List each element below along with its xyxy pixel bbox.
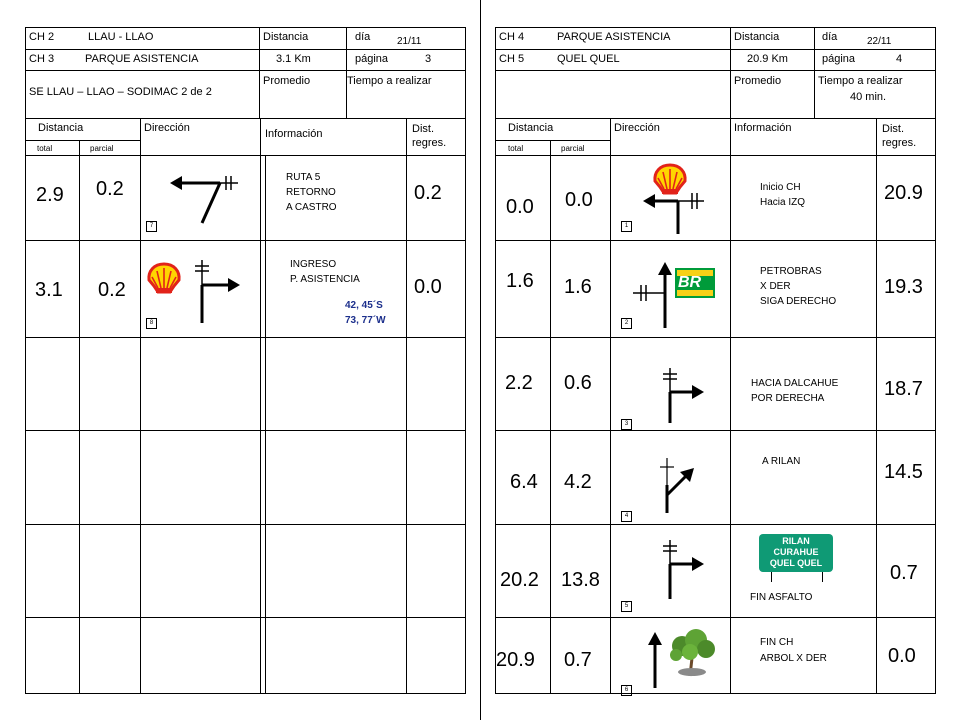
- right-row2-parcial: 1.6: [564, 276, 592, 298]
- left-row1-parcial: 0.2: [96, 178, 124, 200]
- left-distancia-value: 3.1 Km: [276, 53, 311, 65]
- right-row3-regres: 18.7: [884, 378, 923, 400]
- left-distancia-label: Distancia: [263, 31, 309, 43]
- road-sign-rilan: [759, 534, 833, 572]
- left-ch-row1-label: CH 2: [29, 31, 55, 43]
- right-row3-info-1: HACIA DALCAHUE: [751, 378, 839, 389]
- right-col-direccion: Dirección: [614, 122, 660, 134]
- right-col-distancia: Distancia: [508, 122, 554, 134]
- left-row2-number: 8: [146, 318, 157, 329]
- shell-logo-icon: [146, 262, 182, 294]
- left-row2-coords-lat: 42, 45´S: [345, 300, 383, 311]
- right-col-total: total: [508, 144, 524, 153]
- left-row2-info-2: P. ASISTENCIA: [290, 274, 360, 285]
- right-dia-label: día: [822, 31, 838, 43]
- right-row6-number: 6: [621, 685, 632, 696]
- left-pagina-label: página: [355, 53, 389, 65]
- road-sign-post-right: [822, 572, 823, 582]
- road-sign-line-1: RILAN: [782, 536, 810, 546]
- right-row2-info-3: SIGA DERECHO: [760, 296, 837, 307]
- left-ch-row1-name: LLAU - LLAO: [88, 31, 154, 43]
- left-ch-row2-name: PARQUE ASISTENCIA: [85, 53, 199, 65]
- left-col-regres: regres.: [412, 137, 447, 149]
- right-row1-number: 1: [621, 221, 632, 232]
- page-divider: [480, 0, 481, 720]
- right-dia-value: 22/11: [867, 36, 892, 47]
- right-row5-total: 20.2: [500, 569, 539, 591]
- right-row1-info-1: Inicio CH: [760, 182, 801, 193]
- right-col-informacion: Información: [734, 122, 792, 134]
- left-col-dist: Dist.: [412, 123, 434, 135]
- road-sign-line-2: CURAHUE: [773, 547, 819, 557]
- right-row4-number: 4: [621, 511, 632, 522]
- right-row3-parcial: 0.6: [564, 372, 592, 394]
- right-col-parcial: parcial: [561, 144, 585, 153]
- right-row1-total: 0.0: [506, 196, 534, 218]
- right-row5-regres: 0.7: [890, 562, 918, 584]
- right-row5-number: 5: [621, 601, 632, 612]
- tree-icon: [666, 628, 720, 678]
- straight-arrow-with-left-road-icon: [630, 256, 675, 331]
- left-row2-regres: 0.0: [414, 276, 442, 298]
- left-row2-info-1: INGRESO: [290, 259, 337, 270]
- right-ch-row2-name: QUEL QUEL: [557, 53, 620, 65]
- right-row6-info-2: ARBOL X DER: [760, 653, 827, 664]
- road-sign-post-left: [771, 572, 772, 582]
- left-row1-number: 7: [146, 221, 157, 232]
- left-pagina-value: 3: [425, 53, 432, 65]
- right-row2-info-1: PETROBRAS: [760, 266, 822, 277]
- right-row3-number: 3: [621, 419, 632, 430]
- left-dia-value: 21/11: [397, 36, 422, 47]
- right-row2-info-2: X DER: [760, 281, 791, 292]
- right-pagina-label: página: [822, 53, 856, 65]
- left-ch-row2-label: CH 3: [29, 53, 55, 65]
- right-pagina-value: 4: [896, 53, 903, 65]
- left-col-distancia: Distancia: [38, 122, 84, 134]
- right-row5-info-1: FIN ASFALTO: [750, 592, 813, 603]
- right-row4-info-1: A RILAN: [762, 456, 801, 467]
- right-row6-parcial: 0.7: [564, 649, 592, 671]
- straight-arrow-icon: [645, 630, 665, 690]
- left-row1-info-1: RUTA 5: [286, 172, 321, 183]
- right-row3-info-2: POR DERECHA: [751, 393, 825, 404]
- left-dia-label: día: [355, 31, 371, 43]
- left-promedio-label: Promedio: [263, 75, 311, 87]
- right-ch-row1-label: CH 4: [499, 31, 525, 43]
- left-col-direccion: Dirección: [144, 122, 190, 134]
- right-row6-info-1: FIN CH: [760, 637, 794, 648]
- turn-right-arrow-icon: [658, 365, 713, 425]
- bear-right-arrow-icon: [655, 455, 705, 517]
- left-row1-total: 2.9: [36, 184, 64, 206]
- left-row1-info-2: RETORNO: [286, 187, 336, 198]
- right-col-regres: regres.: [882, 137, 917, 149]
- right-row6-total: 20.9: [496, 649, 535, 671]
- right-row6-regres: 0.0: [888, 645, 916, 667]
- right-ch-row2-label: CH 5: [499, 53, 525, 65]
- right-row4-parcial: 4.2: [564, 471, 592, 493]
- left-col-parcial: parcial: [90, 144, 114, 153]
- right-distancia-value: 20.9 Km: [747, 53, 788, 65]
- left-row2-total: 3.1: [35, 279, 63, 301]
- left-se-label: SE LLAU – LLAO – SODIMAC 2 de 2: [29, 86, 212, 98]
- left-row1-regres: 0.2: [414, 182, 442, 204]
- petrobras-logo-text: BR: [678, 274, 702, 291]
- turn-right-arrow-icon: [190, 255, 250, 325]
- right-row3-total: 2.2: [505, 372, 533, 394]
- right-row1-parcial: 0.0: [565, 189, 593, 211]
- right-distancia-label: Distancia: [734, 31, 780, 43]
- left-tiempo-label: Tiempo a realizar: [347, 75, 432, 87]
- right-tiempo-value: 40 min.: [850, 91, 887, 103]
- left-row2-parcial: 0.2: [98, 279, 126, 301]
- right-row5-parcial: 13.8: [561, 569, 600, 591]
- right-row1-regres: 20.9: [884, 182, 923, 204]
- left-col-total: total: [37, 144, 53, 153]
- right-row2-regres: 19.3: [884, 276, 923, 298]
- turn-left-return-icon: [160, 165, 250, 235]
- turn-left-arrow-icon: [640, 190, 712, 235]
- left-row1-info-3: A CASTRO: [286, 202, 337, 213]
- right-row4-total: 6.4: [510, 471, 538, 493]
- turn-right-arrow-icon: [658, 537, 713, 602]
- right-ch-row1-name: PARQUE ASISTENCIA: [557, 31, 671, 43]
- right-row2-number: 2: [621, 318, 632, 329]
- right-promedio-label: Promedio: [734, 75, 782, 87]
- road-sign-line-3: QUEL QUEL: [769, 558, 823, 568]
- left-col-informacion: Información: [265, 128, 323, 140]
- right-tiempo-label: Tiempo a realizar: [818, 75, 903, 87]
- right-row4-regres: 14.5: [884, 461, 923, 483]
- right-col-dist: Dist.: [882, 123, 904, 135]
- right-row2-total: 1.6: [506, 270, 534, 292]
- left-row2-coords-lon: 73, 77´W: [345, 315, 386, 326]
- right-row1-info-2: Hacia IZQ: [760, 197, 806, 208]
